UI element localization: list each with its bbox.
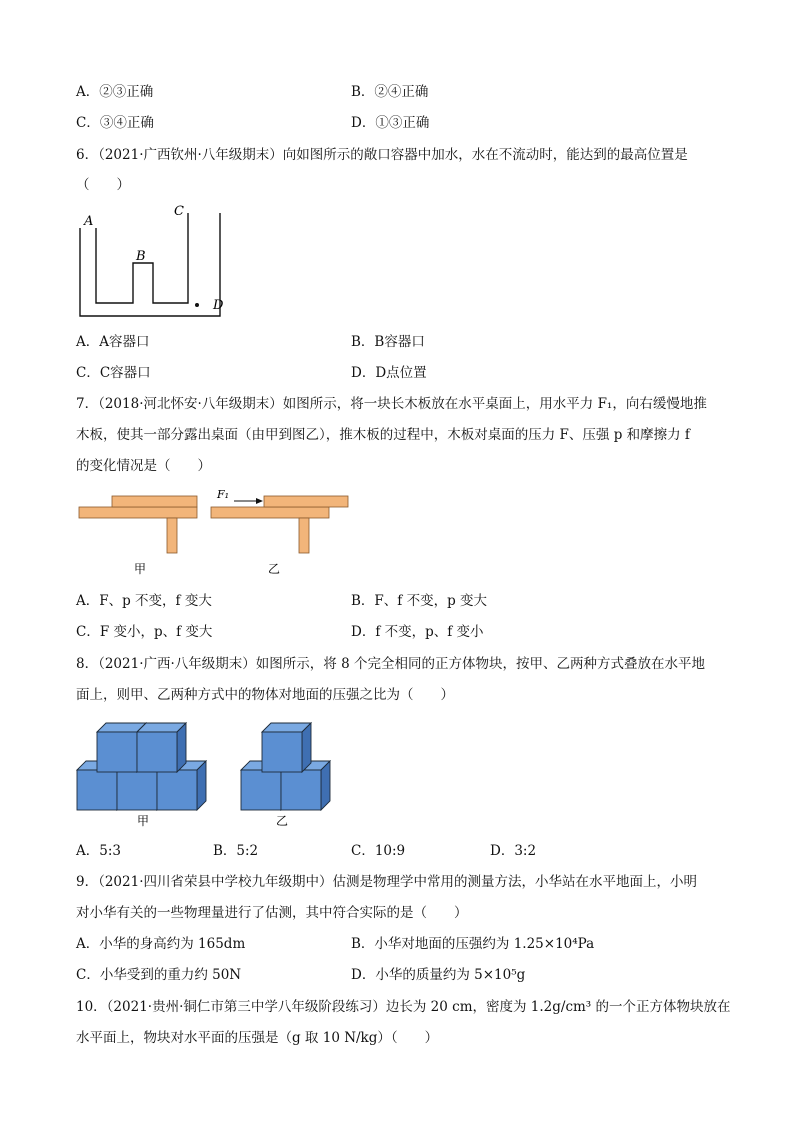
q6-stem-line2: （ ） — [76, 177, 130, 193]
connected-container-svg — [70, 203, 240, 323]
board-yi — [264, 496, 348, 507]
q5-option-d: D．①③正确 — [351, 115, 430, 131]
q8-option-a: A．5:3 — [76, 843, 121, 859]
cube-jia-top-2 — [137, 723, 186, 772]
cube-jia-bottom-3-side — [197, 761, 206, 810]
label-b: B — [136, 249, 146, 264]
table-leg-jia — [167, 518, 177, 553]
q7-option-b: B．F、f 不变，p 变大 — [351, 593, 488, 609]
cubes-svg — [70, 712, 350, 832]
cubes-figure — [70, 712, 350, 832]
q7-option-a: A．F、p 不变，f 变大 — [76, 593, 212, 609]
q7-stem-line1: 7．（2018·河北怀安·八年级期末）如图所示，将一块长木板放在水平桌面上，用水平力 F₁，向右缓慢地推 — [76, 396, 707, 412]
board-table-svg — [74, 485, 354, 580]
q10-stem-line1: 10．（2021·贵州·铜仁市第三中学八年级阶段练习）边长为 20 cm，密度为 1.2g/cm³ 的一个正方体物块放在 — [76, 999, 731, 1015]
cube-jia-bottom-3-front — [157, 770, 197, 810]
board-table-figure — [74, 485, 354, 580]
cube-jia-top-2-front — [137, 732, 177, 772]
cube-jia-top-1-front — [97, 732, 137, 772]
q10-stem-line2: 水平面上，物块对水平面的压强是（g 取 10 N/kg）（ ） — [76, 1030, 439, 1046]
container-outer-wall — [80, 213, 220, 316]
cube-yi-bottom-1-front — [241, 770, 281, 810]
q8-option-b: B．5:2 — [213, 843, 259, 859]
q7-option-d: D．f 不变，p、f 变小 — [351, 624, 484, 640]
q8-stem-line1: 8．（2021·广西·八年级期末）如图所示，将 8 个完全相同的正方体物块，按甲、乙两种方式叠放在水平地 — [76, 656, 705, 672]
q8-stem-line2: 面上，则甲、乙两种方式中的物体对地面的压强之比为（ ） — [76, 687, 454, 703]
cube-yi-top-front — [262, 732, 302, 772]
force-label: F₁ — [217, 488, 230, 501]
connected-container-figure — [70, 203, 240, 323]
q5-option-c: C．③④正确 — [76, 115, 154, 131]
q9-stem-line2: 对小华有关的一些物理量进行了估测，其中符合实际的是（ ） — [76, 905, 468, 921]
q6-option-b: B．B容器口 — [351, 334, 425, 350]
q6-option-a: A．A容器口 — [76, 334, 150, 350]
cube-yi-bottom-2-front — [281, 770, 321, 810]
q9-stem-line1: 9．（2021·四川省荣县中学校九年级期中）估测是物理学中常用的测量方法，小华站在水平地面上，小明 — [76, 874, 697, 890]
table-leg-yi — [299, 518, 309, 553]
q9-option-c: C．小华受到的重力约 50N — [76, 967, 242, 983]
q7-stem-line2: 木板，使其一部分露出桌面（由甲到图乙），推木板的过程中，木板对桌面的压力 F、压强 p 和摩擦力 f — [76, 427, 690, 443]
q9-option-d: D．小华的质量约为 5×10⁵g — [351, 967, 526, 983]
caption-yi: 乙 — [268, 562, 281, 576]
caption-yi-cubes: 乙 — [276, 814, 289, 828]
q7-stem-line3: 的变化情况是（ ） — [76, 458, 211, 474]
table-top-yi — [211, 507, 329, 518]
q7-option-c: C．F 变小，p、f 变大 — [76, 624, 213, 640]
q6-option-d: D．D点位置 — [351, 365, 427, 381]
label-a: A — [84, 214, 94, 229]
caption-jia: 甲 — [134, 562, 147, 576]
q8-option-c: C．10:9 — [351, 843, 406, 859]
label-c: C — [174, 204, 184, 219]
point-d-dot — [195, 303, 199, 307]
q6-option-c: C．C容器口 — [76, 365, 151, 381]
board-jia — [112, 496, 197, 507]
q8-option-d: D．3:2 — [490, 843, 537, 859]
cube-jia-top-2-side — [177, 723, 186, 772]
q5-option-a: A．②③正确 — [76, 84, 154, 100]
cube-yi-top — [262, 723, 311, 772]
cube-jia-bottom-1-front — [77, 770, 117, 810]
cube-yi-bottom-2-side — [321, 761, 330, 810]
q6-stem-line1: 6．（2021·广西钦州·八年级期末）向如图所示的敞口容器中加水，水在不流动时，能达到的最高位置是 — [76, 147, 688, 163]
q9-option-b: B．小华对地面的压强约为 1.25×10⁴Pa — [351, 936, 595, 952]
caption-jia-cubes: 甲 — [137, 814, 150, 828]
label-d: D — [213, 298, 224, 313]
q9-option-a: A．小华的身高约为 165dm — [76, 936, 246, 952]
cube-yi-top-side — [302, 723, 311, 772]
cube-jia-bottom-2-front — [117, 770, 157, 810]
force-arrow-head — [256, 498, 263, 504]
table-top-jia — [79, 507, 197, 518]
q5-option-b: B．②④正确 — [351, 84, 429, 100]
